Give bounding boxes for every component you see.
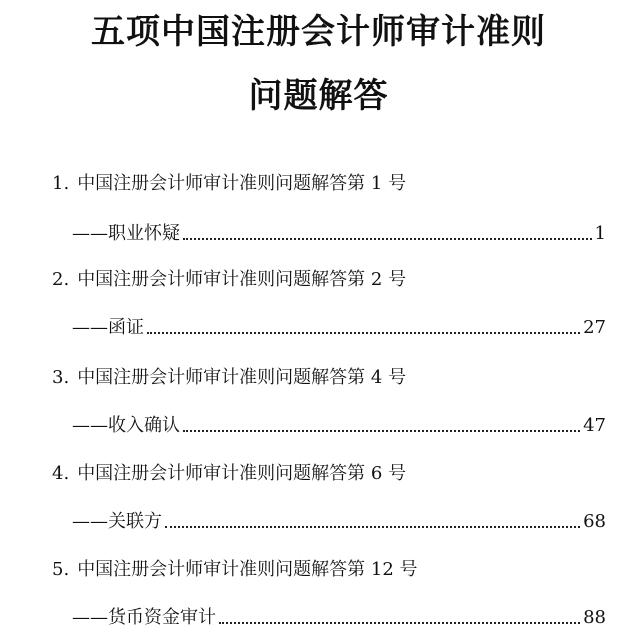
toc-entry-page-number: 47 <box>583 415 606 436</box>
toc-entry-heading-text: 中国注册会计师审计准则问题解答第 6 号 <box>77 463 407 484</box>
toc-entry-2-subtitle-row[interactable] <box>72 316 606 340</box>
toc-entry-5-subtitle-row[interactable] <box>72 606 606 630</box>
dot-leader <box>183 430 580 432</box>
dot-leader <box>183 238 592 240</box>
toc-entry-subtitle: ——收入确认 <box>72 415 180 436</box>
toc-entry-number: 3. <box>52 367 70 388</box>
toc-entry-subtitle: ——函证 <box>72 317 144 338</box>
toc-entry-heading-text: 中国注册会计师审计准则问题解答第 4 号 <box>77 367 407 388</box>
toc-entry-subtitle: ——关联方 <box>72 511 162 532</box>
toc-entry-page-number: 1 <box>594 223 606 244</box>
toc-entry-1-heading[interactable] <box>52 172 406 196</box>
toc-entry-3-heading[interactable] <box>52 366 406 390</box>
dot-leader <box>219 622 580 624</box>
toc-entry-heading-text: 中国注册会计师审计准则问题解答第 1 号 <box>77 173 407 194</box>
toc-entry-subtitle: ——货币资金审计 <box>72 607 216 628</box>
toc-entry-subtitle: ——职业怀疑 <box>72 223 180 244</box>
toc-entry-2-heading[interactable] <box>52 268 406 292</box>
toc-entry-4-heading[interactable] <box>52 462 406 486</box>
toc-entry-number: 5. <box>52 559 70 580</box>
toc-entry-number: 2. <box>52 269 70 290</box>
toc-entry-number: 4. <box>52 463 70 484</box>
toc-entry-heading-text: 中国注册会计师审计准则问题解答第 12 号 <box>77 559 418 580</box>
toc-entry-page-number: 68 <box>583 511 606 532</box>
document-title-line-1: 五项中国注册会计师审计准则 <box>91 12 546 52</box>
toc-entry-heading-text: 中国注册会计师审计准则问题解答第 2 号 <box>77 269 407 290</box>
toc-entry-5-heading[interactable] <box>52 558 418 582</box>
dot-leader <box>147 332 580 334</box>
dot-leader <box>165 526 580 528</box>
toc-entry-number: 1. <box>52 173 70 194</box>
document-title-line-2: 问题解答 <box>248 76 389 116</box>
toc-entry-page-number: 27 <box>583 317 606 338</box>
toc-entry-4-subtitle-row[interactable] <box>72 510 606 534</box>
toc-entry-page-number: 88 <box>583 607 606 628</box>
toc-entry-3-subtitle-row[interactable] <box>72 414 606 438</box>
toc-entry-1-subtitle-row[interactable] <box>72 222 606 246</box>
